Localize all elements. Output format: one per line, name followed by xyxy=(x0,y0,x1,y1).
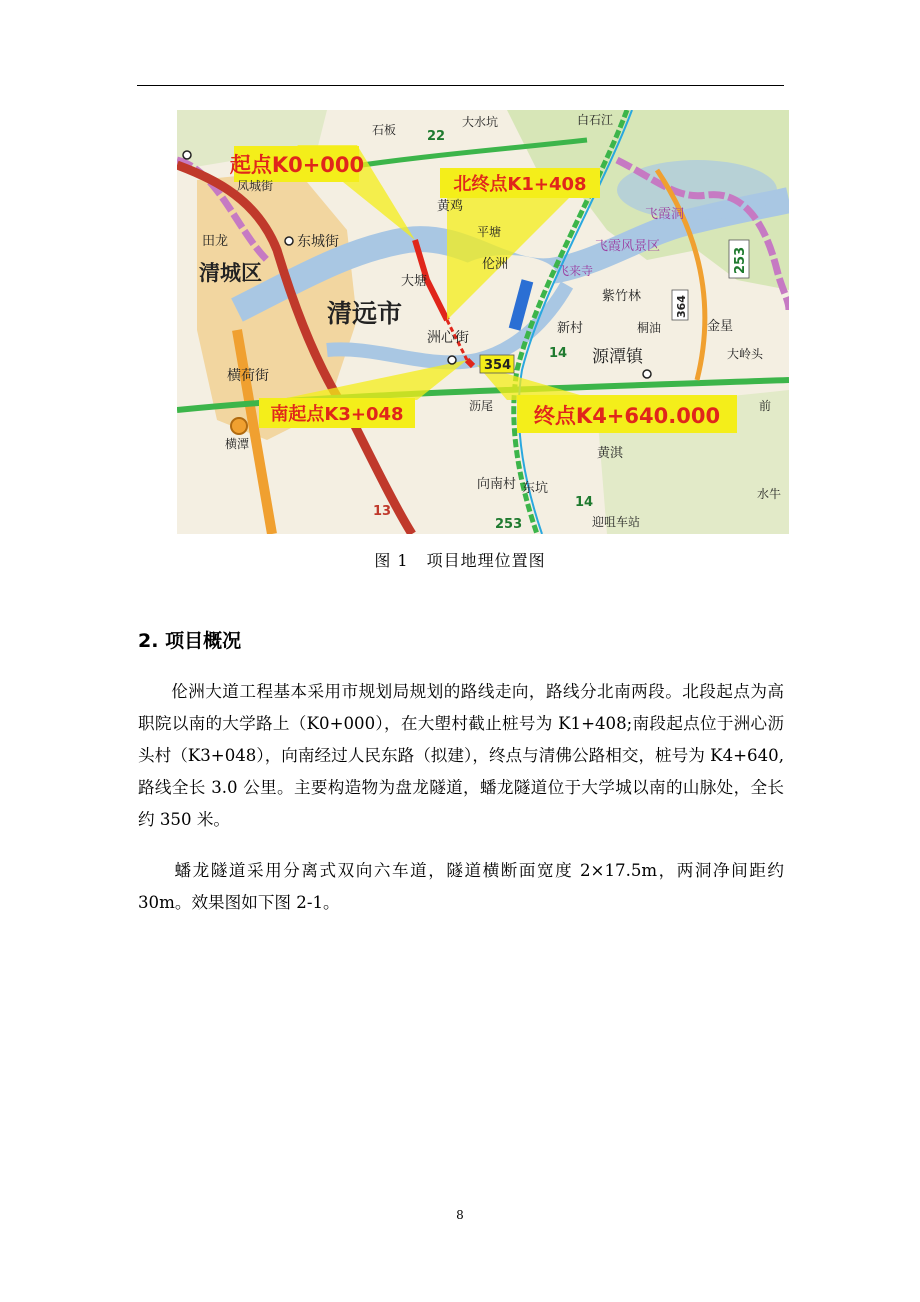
label-shiban: 石板 xyxy=(372,123,397,137)
location-map xyxy=(177,110,789,534)
paragraph-tunnel: 蟠龙隧道采用分离式双向六车道，隧道横断面宽度 2×17.5m，两洞净间距约 30m。效果图如下图 2-1。 xyxy=(138,861,784,912)
label-datang: 大塘 xyxy=(401,274,428,289)
label-tongyou: 桐油 xyxy=(637,321,662,335)
road-14-north: 14 xyxy=(549,346,568,361)
label-tianlong: 田龙 xyxy=(202,234,229,249)
label-xincun: 新村 xyxy=(557,321,584,336)
section-number: 2. xyxy=(138,630,159,652)
label-dalingtou: 大岭头 xyxy=(727,347,764,361)
label-hengheng: 横荷街 xyxy=(227,368,269,384)
callout-end: 终点K4+640.000 xyxy=(533,404,721,428)
callout-north-end: 北终点K1+408 xyxy=(453,174,587,195)
section-heading xyxy=(138,626,241,653)
page-number: 8 xyxy=(456,1208,464,1222)
label-hengtan: 横潭 xyxy=(225,437,250,451)
label-fengcheng: 凤城街 xyxy=(237,179,274,193)
label-qingcheng-district: 清城区 xyxy=(199,261,262,285)
road-354: 354 xyxy=(484,358,512,373)
road-22: 22 xyxy=(427,129,446,144)
label-baishijiang: 白石江 xyxy=(577,113,614,127)
callout-south-start: 南起点K3+048 xyxy=(270,404,404,425)
road-364: 364 xyxy=(675,295,688,318)
label-qian: 前 xyxy=(759,399,772,413)
label-xiangnan: 向南村 xyxy=(477,477,517,492)
label-huangji: 黄淇 xyxy=(597,446,624,461)
figure-caption-title: 项目地理位置图 xyxy=(426,551,546,570)
label-feilai-temple: 飞来寺 xyxy=(557,264,594,278)
header-rule xyxy=(137,85,784,86)
road-253-east: 253 xyxy=(733,246,748,274)
callout-start: 起点K0+000 xyxy=(229,153,365,177)
label-liwei: 沥尾 xyxy=(469,399,494,413)
label-shuiniu: 水牛 xyxy=(757,487,782,501)
label-huangji-north: 黄鸡 xyxy=(437,199,464,214)
label-lunzhou: 伦洲 xyxy=(482,257,509,272)
label-jinxing: 金星 xyxy=(707,319,734,334)
section-title: 项目概况 xyxy=(165,630,242,652)
label-feixia-cave: 飞霞洞 xyxy=(645,207,685,222)
label-zhouxin: 洲心街 xyxy=(427,330,469,346)
label-yuantan: 源潭镇 xyxy=(592,347,643,367)
label-dongkeng: 东坑 xyxy=(522,481,549,496)
paragraph-overview: 伦洲大道工程基本采用市规划局规划的路线走向，路线分北南两段。北段起点为高职院以南的大学路上（K0+000），在大塱村截止桩号为 K1+408;南段起点位于洲心沥头村（K3+048），向南经过人民东路（拟建），终点与清佛公路相交，桩号为 K4+640,路线全长 3.0 公里。主要构造物为盘龙隧道，蟠龙隧道位于大学城以南的山脉处，全长约 350 米。 xyxy=(138,682,784,829)
label-zizhulin: 紫竹林 xyxy=(602,289,642,304)
label-feixia-scenic: 飞霞风景区 xyxy=(595,239,661,254)
road-14-south: 14 xyxy=(575,495,594,510)
figure-caption-number: 图 1 xyxy=(374,551,409,570)
road-253-south: 253 xyxy=(495,517,523,532)
label-pingtang: 平塘 xyxy=(477,225,502,239)
label-dashuikeng: 大水坑 xyxy=(462,115,499,129)
label-qingyuan-city: 清远市 xyxy=(327,299,403,328)
figure-caption xyxy=(0,548,920,571)
label-yingzui-station: 迎咀车站 xyxy=(592,515,641,529)
road-13: 13 xyxy=(373,504,392,519)
label-dongcheng: 东城街 xyxy=(297,234,339,250)
